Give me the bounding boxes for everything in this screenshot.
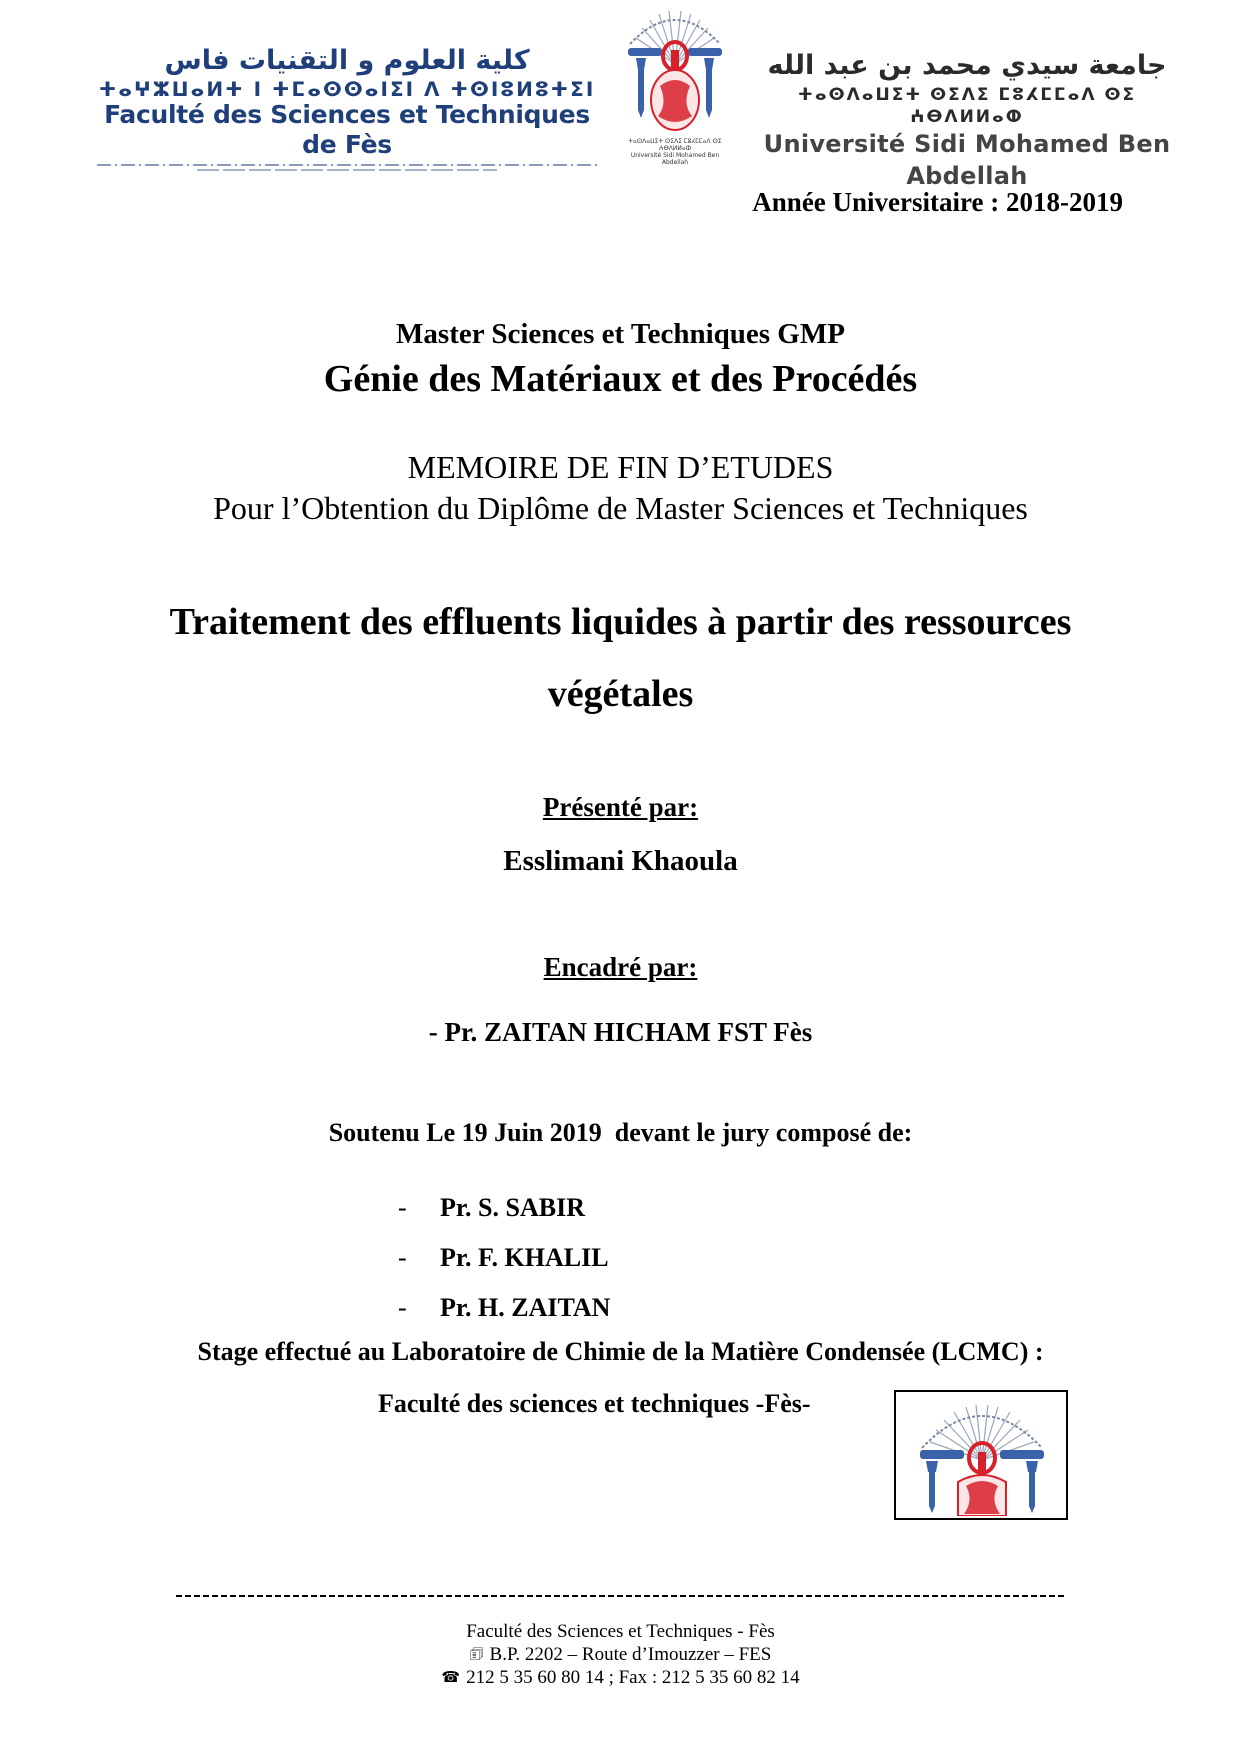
usmba-arabic-name: جامعة سيدي محمد بن عبد الله <box>767 50 1167 81</box>
supervisor-name: - Pr. ZAITAN HICHAM FST Fès <box>428 1017 813 1047</box>
internship-statement: Stage effectué au Laboratoire de Chimie de la Matière Condensée (LCMC) : <box>197 1337 1044 1366</box>
fst-tifinagh-name: ⵜⴰⵖⵣⵡⴰⵍⵜ ⵏ ⵜⵎⴰⵙⵙⴰⵏⵉⵏ ⴷ ⵜⵙⵏⵓⵍⵓⵜⵉⵏ <box>98 77 596 101</box>
emblem-caption-tifinagh: ⵜⴰⵙⴷⴰⵡⵉⵜ ⵙⵉⴷⵉ ⵎⵓⵃⵎⵎⴰⴷ ⵙⵉ ⵄⴱⴷⵍⵍⴰⵀ <box>628 138 722 152</box>
diploma-purpose: Pour l’Obtention du Diplôme de Master Sciences et Techniques <box>213 490 1028 526</box>
academic-year: Année Universitaire : 2018-2019 <box>752 187 1123 217</box>
fst-french-name: Faculté des Sciences et Techniques de Fès <box>104 100 590 159</box>
jury-list <box>398 1183 610 1333</box>
usmba-emblem-small-icon <box>910 1398 1054 1516</box>
footer-institution: Faculté des Sciences et Techniques - Fès <box>466 1621 775 1642</box>
usmba-emblem-framed <box>894 1390 1068 1520</box>
footer-dashed-divider <box>176 1595 1064 1597</box>
usmba-french-name: Université Sidi Mohamed Ben Abdellah <box>763 130 1171 190</box>
footer-address <box>0 1643 1241 1666</box>
fst-arabic-name: كلية العلوم و التقنيات فاس <box>164 45 530 76</box>
footer-phone-text: 212 5 35 60 80 14 ; Fax : 212 5 35 60 82 14 <box>466 1667 800 1688</box>
jury-member <box>398 1183 610 1233</box>
defense-statement: Soutenu Le 19 Juin 2019 devant le jury composé de: <box>328 1118 913 1147</box>
footer-address-text: B.P. 2202 – Route d’Imouzzer – FES <box>489 1644 772 1665</box>
telephone-icon: ☎ <box>441 1668 461 1686</box>
list-bullet: - <box>398 1293 407 1322</box>
footer <box>0 1620 1241 1689</box>
usmba-tifinagh-name: ⵜⴰⵙⴷⴰⵡⵉⵜ ⵙⵉⴷⵉ ⵎⵓⵃⵎⵎⴰⴷ ⵙⵉ ⵄⴱⴷⵍⵍⴰⵀ <box>797 85 1137 127</box>
mailbox-icon: 🗊 <box>469 1645 484 1663</box>
student-name: Esslimani Khaoula <box>503 845 738 877</box>
supervised-by-label: Encadré par: <box>543 952 698 982</box>
emblem-caption-french: Université Sidi Mohamed Ben Abdellah <box>630 152 720 166</box>
program-full-name: Génie des Matériaux et des Procédés <box>323 358 918 400</box>
jury-member <box>398 1233 610 1283</box>
program-name: Master Sciences et Techniques GMP <box>396 318 845 350</box>
thesis-title-line-1: Traitement des effluents liquides à partir des ressources <box>169 601 1072 643</box>
list-bullet: - <box>398 1193 407 1222</box>
usmba-logo <box>752 48 1182 192</box>
list-bullet: - <box>398 1243 407 1272</box>
footer-phone <box>0 1666 1241 1689</box>
jury-member-name: Pr. F. KHALIL <box>440 1243 609 1272</box>
presented-by-label: Présenté par: <box>542 792 699 822</box>
fst-logo-underline <box>97 164 597 172</box>
internship-place: Faculté des sciences et techniques -Fès- <box>378 1389 811 1418</box>
jury-member-name: Pr. S. SABIR <box>440 1193 585 1222</box>
fst-fes-logo <box>92 44 602 172</box>
usmba-emblem-icon <box>622 4 728 154</box>
jury-member-name: Pr. H. ZAITAN <box>440 1293 611 1322</box>
document-type: MEMOIRE DE FIN D’ETUDES <box>407 449 834 485</box>
jury-member <box>398 1283 610 1333</box>
thesis-title-line-2: végétales <box>547 673 694 715</box>
usmba-emblem-caption <box>618 138 732 166</box>
